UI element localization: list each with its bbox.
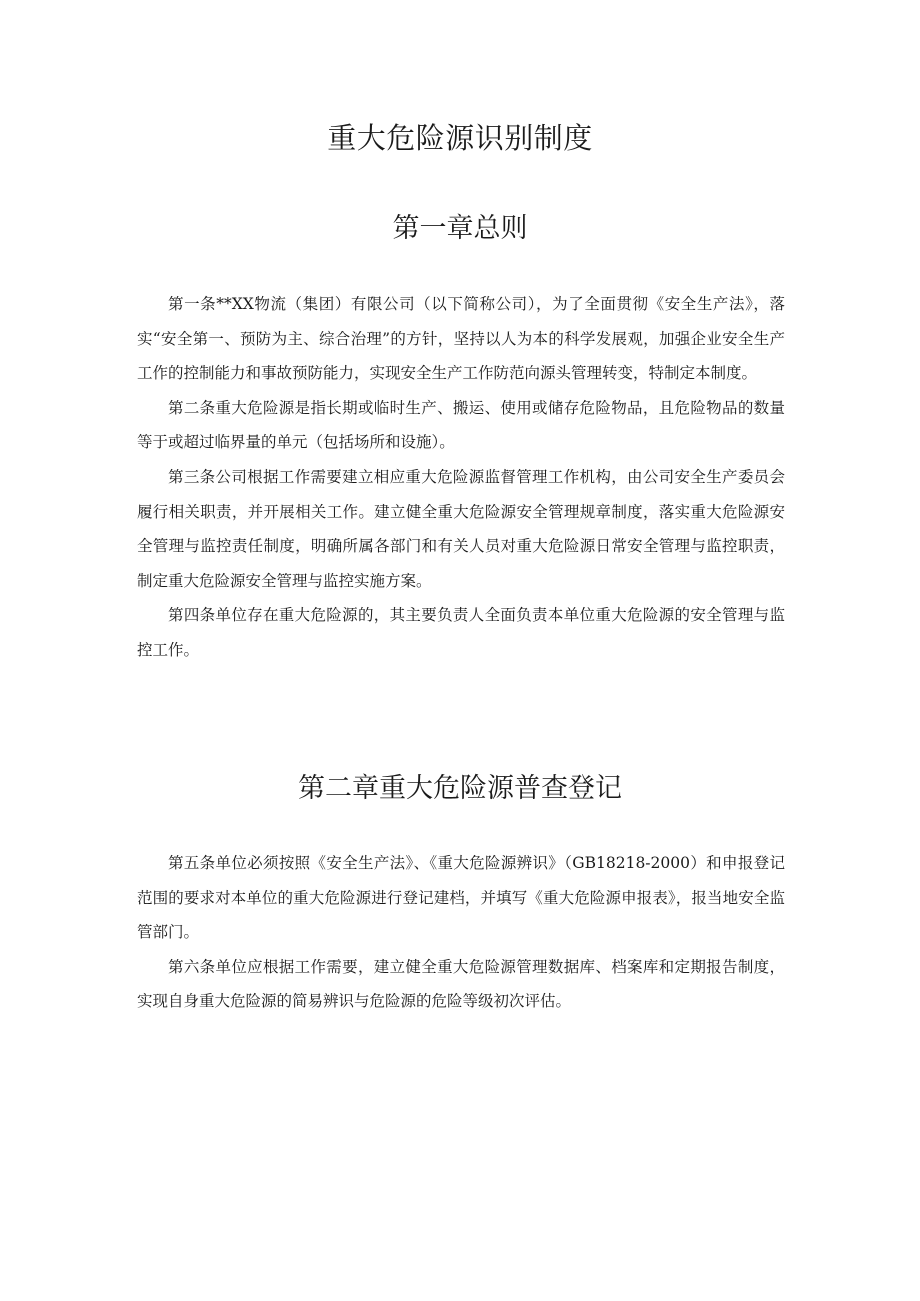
article-5-paragraph: 第五条单位必须按照《安全生产法》、《重大危险源辨识》（GB18218-2000）和申报登记范围的要求对本单位的重大危险源进行登记建档，并填写《重大危险源申报表》，报当地安全监管部门。 xyxy=(137,854,785,942)
article-4-paragraph: 第四条单位存在重大危险源的，其主要负责人全面负责本单位重大危险源的安全管理与监控工作。 xyxy=(137,606,785,659)
document-title: 重大危险源识别制度 xyxy=(327,121,593,155)
chapter-2-body xyxy=(137,846,785,1019)
chapter-1-title: 第一章总则 xyxy=(392,213,528,244)
article-1-paragraph: 第一条**XX物流（集团）有限公司（以下简称公司），为了全面贯彻《安全生产法》，落实“安全第一、预防为主、综合治理”的方针，坚持以人为本的科学发展观，加强企业安全生产工作的控制能力和事故预防能力，实现安全生产工作防范向源头管理转变，特制定本制度。 xyxy=(137,295,785,383)
article-6-paragraph: 第六条单位应根据工作需要，建立健全重大危险源管理数据库、档案库和定期报告制度，实现自身重大危险源的简易辨识与危险源的危险等级初次评估。 xyxy=(137,957,785,1011)
chapter-1-body xyxy=(137,287,785,668)
chapter-2-title: 第二章重大危险源普查登记 xyxy=(298,773,622,804)
article-3-paragraph: 第三条公司根据工作需要建立相应重大危险源监督管理工作机构，由公司安全生产委员会履行相关职责，并开展相关工作。建立健全重大危险源安全管理规章制度，落实重大危险源安全管理与监控责任制度，明确所属各部门和有关人员对重大危险源日常安全管理与监控职责，制定重大危险源安全管理与监控实施方案。 xyxy=(137,467,785,590)
article-2-paragraph: 第二条重大危险源是指长期或临时生产、搬运、使用或储存危险物品，且危险物品的数量等于或超过临界量的单元（包括场所和设施）。 xyxy=(137,398,785,452)
